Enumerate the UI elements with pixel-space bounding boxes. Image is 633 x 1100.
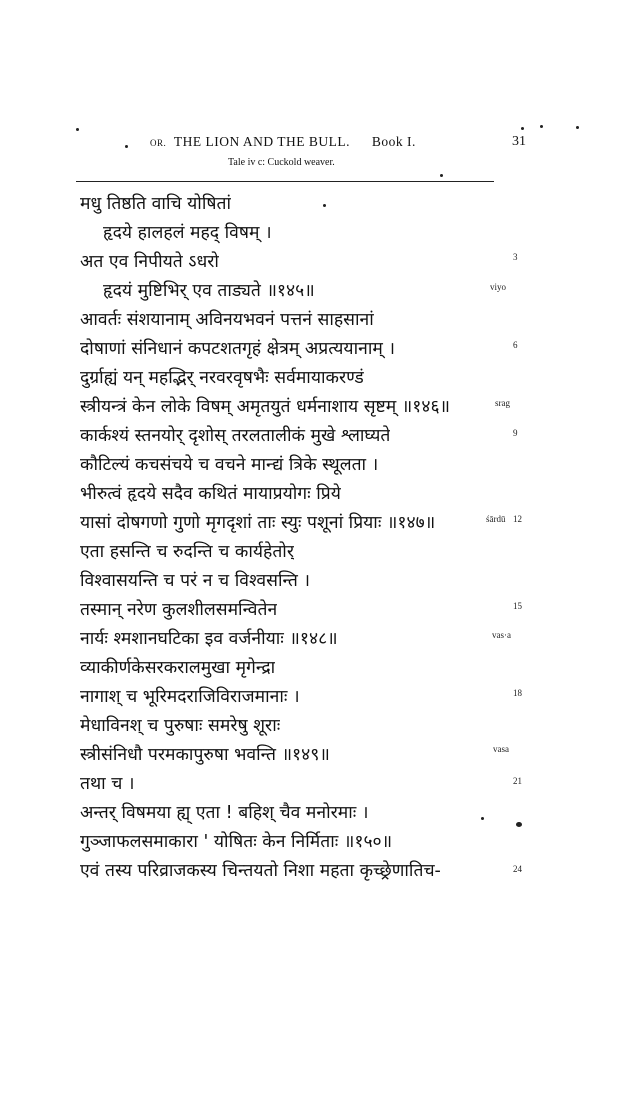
header-book: Book I.: [371, 134, 416, 149]
margin-line-number: 3: [513, 252, 518, 262]
margin-line-number: 21: [513, 776, 522, 786]
margin-line-number: 12: [513, 514, 522, 524]
header-rule: [76, 181, 494, 182]
verse-line: आवर्तः संशयानाम् अविनयभवनं पत्तनं साहसानां: [80, 310, 374, 330]
verse-line: हृदयं मुष्टिभिर् एव ताड्यते ॥१४५॥: [103, 281, 315, 301]
verse-line: कौटिल्यं कचसंचये च वचने मान्द्यं त्रिके स्थूलता ।: [80, 455, 379, 475]
margin-metre-note: vas·a: [492, 630, 511, 640]
verse-line: मेधाविनश् च पुरुषाः समरेषु शूराः: [80, 716, 281, 736]
margin-line-number: 15: [513, 601, 522, 611]
margin-metre-note: srag: [495, 398, 510, 408]
margin-metre-note: vasa: [493, 744, 509, 754]
verse-line: अत एव निपीयते ऽधरो: [80, 252, 219, 272]
verse-line: स्त्रीसंनिधौ परमकापुरुषा भवन्ति ॥१४९॥: [80, 745, 330, 765]
verse-line: विश्वासयन्ति च परं न च विश्वसन्ति ।: [80, 571, 311, 591]
margin-line-number: 18: [513, 688, 522, 698]
verse-line: तस्मान् नरेण कुलशीलसमन्वितेन: [80, 600, 278, 620]
verse-line: भीरुत्वं हृदये सदैव कथितं मायाप्रयोगः प्रिये: [80, 484, 341, 504]
running-header: [150, 134, 416, 150]
verse-line: एवं तस्य परिव्राजकस्य चिन्तयतो निशा महता कृच्छ्रेणातिच-: [80, 861, 441, 881]
verse-line: हृदये हालहलं महद् विषम् ।: [103, 223, 272, 243]
verse-line: नागाश् च भूरिमदराजिविराजमानाः ।: [80, 687, 300, 707]
verse-line: मधु तिष्ठति वाचि योषितां: [80, 194, 231, 214]
verse-line: तथा च ।: [80, 774, 135, 794]
page-number: 31: [512, 134, 526, 149]
verse-line: नार्यः श्मशानघटिका इव वर्जनीयाः ॥१४८॥: [80, 629, 338, 649]
margin-metre-note: śārdū: [486, 514, 506, 524]
margin-line-number: 6: [513, 340, 518, 350]
section-subtitle: Tale iv c: Cuckold weaver.: [228, 157, 335, 168]
margin-metre-note: viyo: [490, 282, 507, 292]
header-title: THE LION AND THE BULL.: [173, 134, 351, 149]
verse-line: कार्कश्यं स्तनयोर् दृशोस् तरलतालीकं मुखे श्लाघ्यते: [80, 426, 391, 446]
verse-line: स्त्रीयन्त्रं केन लोके विषम् अमृतयुतं धर्मनाशाय सृष्टम् ॥१४६॥: [80, 397, 451, 417]
margin-line-number: 9: [513, 428, 518, 438]
verse-line: व्याकीर्णकेसरकरालमुखा मृगेन्द्रा: [80, 658, 276, 678]
verse-line: एता हसन्ति च रुदन्ति च कार्यहेतोर्: [80, 542, 294, 562]
header-prefix: OR.: [150, 138, 167, 148]
verse-line: अन्तर् विषमया ह्य् एता ! बहिश् चैव मनोरमाः ।: [80, 803, 369, 823]
verse-line: दोषाणां संनिधानं कपटशतगृहं क्षेत्रम् अप्रत्ययानाम् ।: [80, 339, 396, 359]
margin-line-number: 24: [513, 864, 522, 874]
verse-line: गुञ्जाफलसमाकारा ' योषितः केन निर्मिताः ॥१५०॥: [80, 832, 393, 852]
verse-line: यासां दोषगणो गुणो मृगदृशां ताः स्युः पशूनां प्रियाः ॥१४७॥: [80, 513, 436, 533]
verse-line: दुर्ग्राह्यं यन् महद्भिर् नरवरवृषभैः सर्वमायाकरण्डं: [80, 368, 364, 388]
